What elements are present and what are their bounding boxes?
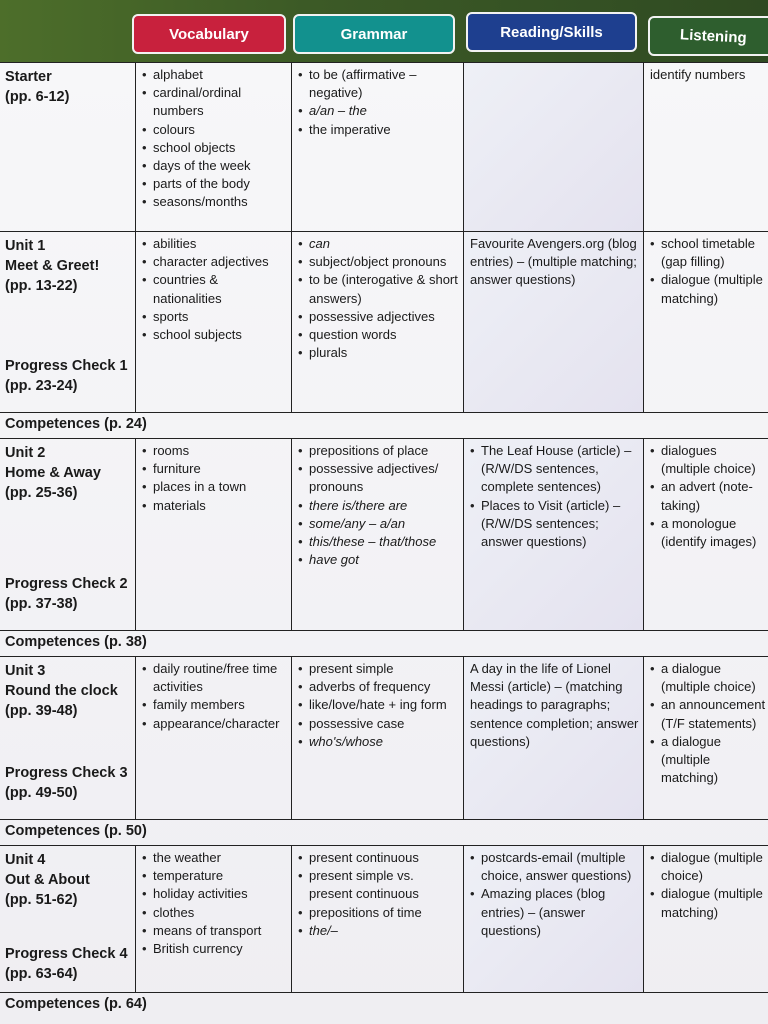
list-item: • a dialogue (multiple choice) xyxy=(650,660,768,696)
list-item: • adverbs of frequency xyxy=(298,678,459,696)
list-item: • school timetable (gap filling) xyxy=(650,235,768,271)
list-item: • countries & nationalities xyxy=(142,271,287,307)
row-unit2 xyxy=(0,438,768,630)
reading-text: Favourite Avengers.org (blog entries) – (multiple matching; answer questions) xyxy=(470,236,637,288)
unit-title: Starter xyxy=(5,69,52,85)
list-item: • present continuous xyxy=(298,849,459,867)
progress-check: Progress Check 1 (pp. 23-24) xyxy=(5,358,128,394)
list-item: • an advert (note-taking) xyxy=(650,478,768,514)
unit-pages: (pp. 13-22) xyxy=(5,278,78,294)
list-item: • the weather xyxy=(142,849,287,867)
row-unit4 xyxy=(0,845,768,992)
list-item: • places in a town xyxy=(142,478,287,496)
listening-cell xyxy=(643,657,768,819)
vocabulary-cell xyxy=(135,846,291,992)
row-label xyxy=(0,439,135,630)
list-item: • present simple xyxy=(298,660,459,678)
list-item: • a/an – the xyxy=(298,102,459,120)
list-item: • temperature xyxy=(142,867,287,885)
listening-cell xyxy=(643,63,768,231)
grammar-cell xyxy=(291,846,463,992)
reading-cell xyxy=(463,657,643,819)
unit-title: Unit 2 xyxy=(5,445,46,461)
list-item: • possessive case xyxy=(298,715,459,733)
list-item: • days of the week xyxy=(142,157,287,175)
list-item: • Places to Visit (article) – (R/W/DS sentences; answer questions) xyxy=(470,497,639,552)
unit-title: Unit 3 xyxy=(5,663,46,679)
list-item: • postcards-email (multiple choice, answer questions) xyxy=(470,849,639,885)
listening-cell xyxy=(643,439,768,630)
unit-pages: (pp. 39-48) xyxy=(5,703,78,719)
list-item: • possessive adjectives xyxy=(298,308,459,326)
list-item: • The Leaf House (article) – (R/W/DS sentences, complete sentences) xyxy=(470,442,639,497)
row-label xyxy=(0,657,135,819)
list-item: • Amazing places (blog entries) – (answer questions) xyxy=(470,885,639,940)
list-item: • parts of the body xyxy=(142,175,287,193)
header-grammar: Grammar xyxy=(293,14,455,54)
list-item: • who's/whose xyxy=(298,733,459,751)
list-item: • present simple vs. present continuous xyxy=(298,867,459,903)
list-item: • appearance/character xyxy=(142,715,287,733)
progress-check: Progress Check 3 (pp. 49-50) xyxy=(5,765,128,801)
list-item: • dialogue (multiple matching) xyxy=(650,271,768,307)
competences-label: Competences (p. 50) xyxy=(0,819,768,845)
syllabus-table xyxy=(0,62,768,1024)
reading-cell xyxy=(463,439,643,630)
list-item: • holiday activities xyxy=(142,885,287,903)
list-item: • school objects xyxy=(142,139,287,157)
progress-check: Progress Check 4 (pp. 63-64) xyxy=(5,946,128,982)
list-item: • like/love/hate + ing form xyxy=(298,696,459,714)
reading-text: A day in the life of Lionel Messi (article) – (matching headings to paragraphs; sentence completion; answer questions) xyxy=(470,661,639,749)
list-item: • this/these – that/those xyxy=(298,533,459,551)
competences-label: Competences (p. 38) xyxy=(0,630,768,656)
list-item: • abilities xyxy=(142,235,287,253)
list-item: • a monologue (identify images) xyxy=(650,515,768,551)
list-item: • alphabet xyxy=(142,66,287,84)
list-item: • dialogue (multiple matching) xyxy=(650,885,768,921)
list-item: • sports xyxy=(142,308,287,326)
list-item: • family members xyxy=(142,696,287,714)
vocabulary-cell xyxy=(135,657,291,819)
unit-subtitle: Meet & Greet! xyxy=(5,258,100,274)
list-item: • there is/there are xyxy=(298,497,459,515)
grammar-cell xyxy=(291,657,463,819)
list-item: • character adjectives xyxy=(142,253,287,271)
header-vocabulary: Vocabulary xyxy=(132,14,286,54)
list-item: • to be (affirmative – negative) xyxy=(298,66,459,102)
list-item: • can xyxy=(298,235,459,253)
vocabulary-cell xyxy=(135,63,291,231)
list-item: • question words xyxy=(298,326,459,344)
list-item: • means of transport xyxy=(142,922,287,940)
row-label xyxy=(0,846,135,992)
unit-title: Unit 1 xyxy=(5,238,46,254)
vocabulary-cell xyxy=(135,439,291,630)
unit-pages: (pp. 25-36) xyxy=(5,485,78,501)
reading-cell xyxy=(463,63,643,231)
progress-check: Progress Check 2 (pp. 37-38) xyxy=(5,576,128,612)
list-item: • materials xyxy=(142,497,287,515)
row-label xyxy=(0,63,135,231)
list-item: • have got xyxy=(298,551,459,569)
list-item: • a dialogue (multiple matching) xyxy=(650,733,768,788)
list-item: • prepositions of place xyxy=(298,442,459,460)
list-item: • the/– xyxy=(298,922,459,940)
unit-subtitle: Out & About xyxy=(5,872,90,888)
row-unit1 xyxy=(0,231,768,412)
list-item: • the imperative xyxy=(298,121,459,139)
list-item: • furniture xyxy=(142,460,287,478)
list-item: • prepositions of time xyxy=(298,904,459,922)
list-item: • an announcement (T/F statements) xyxy=(650,696,768,732)
list-item: • some/any – a/an xyxy=(298,515,459,533)
row-unit3 xyxy=(0,656,768,819)
grammar-cell xyxy=(291,63,463,231)
row-label xyxy=(0,232,135,412)
list-item: • subject/object pronouns xyxy=(298,253,459,271)
list-item: • seasons/months xyxy=(142,193,287,211)
list-item: • clothes xyxy=(142,904,287,922)
header-listening: Listening xyxy=(648,16,768,56)
list-item: • possessive adjectives/ pronouns xyxy=(298,460,459,496)
reading-cell xyxy=(463,846,643,992)
vocabulary-cell xyxy=(135,232,291,412)
unit-subtitle: Round the clock xyxy=(5,683,118,699)
unit-title: Unit 4 xyxy=(5,852,46,868)
listening-cell xyxy=(643,232,768,412)
list-item: • to be (interogative & short answers) xyxy=(298,271,459,307)
list-item: • dialogues (multiple choice) xyxy=(650,442,768,478)
reading-cell xyxy=(463,232,643,412)
list-item: • cardinal/ordinal numbers xyxy=(142,84,287,120)
list-item: • rooms xyxy=(142,442,287,460)
list-item: • British currency xyxy=(142,940,287,958)
row-starter xyxy=(0,62,768,231)
unit-pages: (pp. 51-62) xyxy=(5,892,78,908)
listening-cell xyxy=(643,846,768,992)
competences-label: Competences (p. 24) xyxy=(0,412,768,438)
header-reading: Reading/Skills xyxy=(466,12,637,52)
list-item: • colours xyxy=(142,121,287,139)
listening-text: identify numbers xyxy=(650,67,746,82)
grammar-cell xyxy=(291,232,463,412)
competences-label: Competences (p. 64) xyxy=(0,992,768,1018)
list-item: • school subjects xyxy=(142,326,287,344)
list-item: • daily routine/free time activities xyxy=(142,660,287,696)
grammar-cell xyxy=(291,439,463,630)
unit-pages: (pp. 6-12) xyxy=(5,89,70,105)
unit-subtitle: Home & Away xyxy=(5,465,101,481)
list-item: • plurals xyxy=(298,344,459,362)
list-item: • dialogue (multiple choice) xyxy=(650,849,768,885)
